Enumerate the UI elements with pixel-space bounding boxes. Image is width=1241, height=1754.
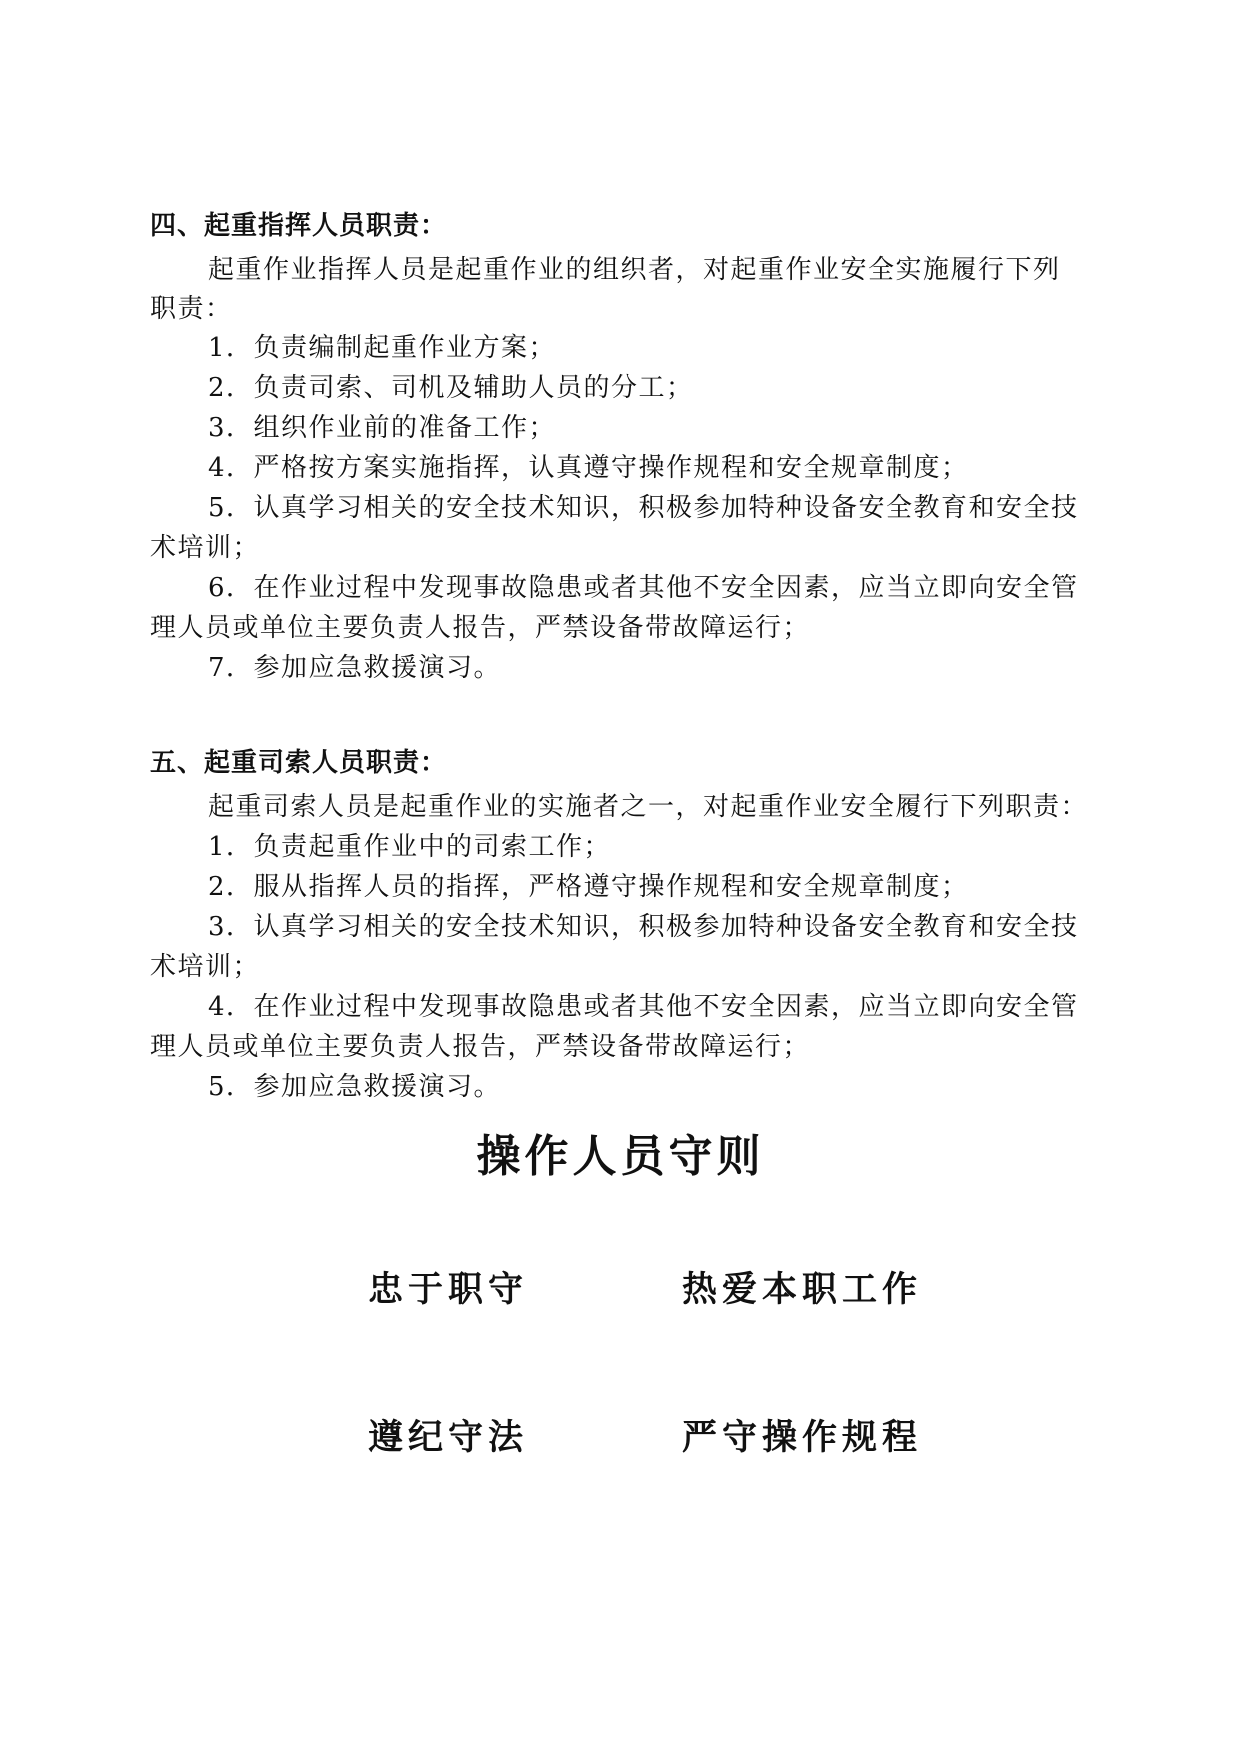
section4-item4: 4．严格按方案实施指挥，认真遵守操作规程和安全规章制度； [208,453,969,483]
section4-heading: 四、起重指挥人员职责： [150,211,448,241]
section4-item7: 7．参加应急救援演习。 [208,653,502,683]
section4-item1: 1．负责编制起重作业方案； [208,333,557,363]
section4-item6-line2: 理人员或单位主要负责人报告，严禁设备带故障运行； [150,613,811,643]
section4-item3: 3．组织作业前的准备工作； [208,413,557,443]
motto-follow-procedures: 严守操作规程 [682,1418,923,1458]
motto-obey-law: 遵纪守法 [368,1418,529,1458]
section5-item4-line1: 4．在作业过程中发现事故隐患或者其他不安全因素，应当立即向安全管 [208,992,1079,1022]
section4-intro-line2: 职责： [150,294,233,324]
section5-item2: 2．服从指挥人员的指挥，严格遵守操作规程和安全规章制度； [208,872,969,902]
section4-item5-line2: 术培训； [150,533,261,563]
rules-title: 操作人员守则 [476,1131,765,1182]
section4-item6-line1: 6．在作业过程中发现事故隐患或者其他不安全因素，应当立即向安全管 [208,573,1079,603]
section5-intro: 起重司索人员是起重作业的实施者之一，对起重作业安全履行下列职责： [208,792,1089,822]
motto-loyal-to-duty: 忠于职守 [368,1270,529,1310]
motto-love-work: 热爱本职工作 [682,1270,923,1310]
section5-item3-line1: 3．认真学习相关的安全技术知识，积极参加特种设备安全教育和安全技 [208,912,1079,942]
section4-intro-line1: 起重作业指挥人员是起重作业的组织者，对起重作业安全实施履行下列 [208,255,1061,285]
section4-item2: 2．负责司索、司机及辅助人员的分工； [208,373,694,403]
section5-heading: 五、起重司索人员职责： [150,748,448,778]
section5-item5: 5．参加应急救援演习。 [208,1072,502,1102]
section5-item3-line2: 术培训； [150,952,261,982]
section5-item4-line2: 理人员或单位主要负责人报告，严禁设备带故障运行； [150,1032,811,1062]
section4-item5-line1: 5．认真学习相关的安全技术知识，积极参加特种设备安全教育和安全技 [208,493,1079,523]
section5-item1: 1．负责起重作业中的司索工作； [208,832,612,862]
